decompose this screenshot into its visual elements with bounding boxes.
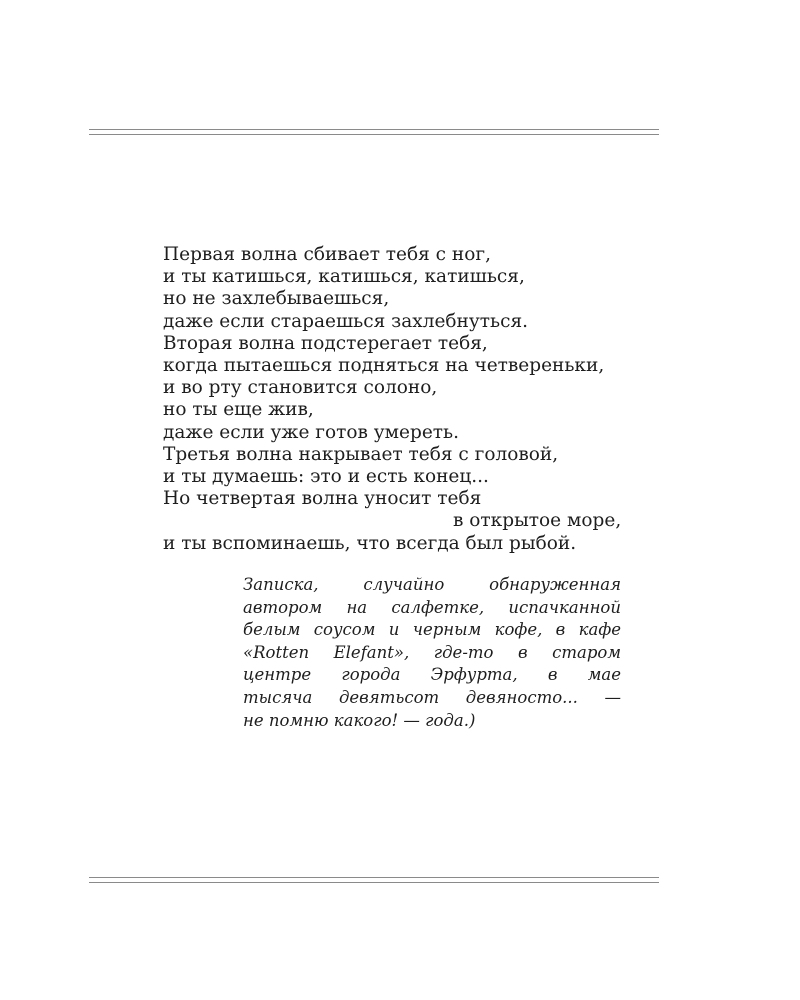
poem-line: но ты еще жив,	[163, 399, 314, 421]
poem-line: даже если стараешься захлебнуться.	[163, 310, 528, 332]
note-line: центре города Эрфурта, в мае	[243, 665, 621, 685]
note-line: «Rotten Elefant», где-то в старом	[243, 642, 621, 662]
author-note	[243, 574, 621, 732]
poem-line: Но четвертая волна уносит тебя	[163, 488, 482, 510]
note-line: белым соусом и черным кофе, в кафе	[243, 620, 621, 640]
poem-line: и во рту становится солоно,	[163, 377, 438, 399]
poem-line: даже если уже готов умереть.	[163, 421, 459, 443]
poem	[163, 244, 643, 555]
top-rule	[89, 129, 659, 135]
note-line: Записка, случайно обнаруженная	[243, 575, 621, 594]
poem-line: Первая волна сбивает тебя с ног,	[163, 244, 491, 265]
note-line: не помню какого! — года.)	[243, 710, 476, 730]
bottom-rule	[89, 877, 659, 883]
poem-line: и ты вспоминаешь, что всегда был рыбой.	[163, 532, 577, 554]
poem-line: но не захлебываешься,	[163, 288, 390, 310]
poem-line: и ты катишься, катишься, катишься,	[163, 266, 525, 288]
note-line: автором на салфетке, испачканной	[243, 597, 621, 617]
poem-line: когда пытаешься подняться на четвереньки,	[163, 355, 605, 377]
poem-line: и ты думаешь: это и есть конец...	[163, 466, 489, 488]
poem-line: Третья волна накрывает тебя с головой,	[163, 443, 559, 465]
poem-line-indented: в открытое море,	[453, 510, 622, 532]
poem-line: Вторая волна подстерегает тебя,	[163, 332, 488, 354]
note-line: тысяча девятьсот девяносто... —	[243, 687, 621, 707]
